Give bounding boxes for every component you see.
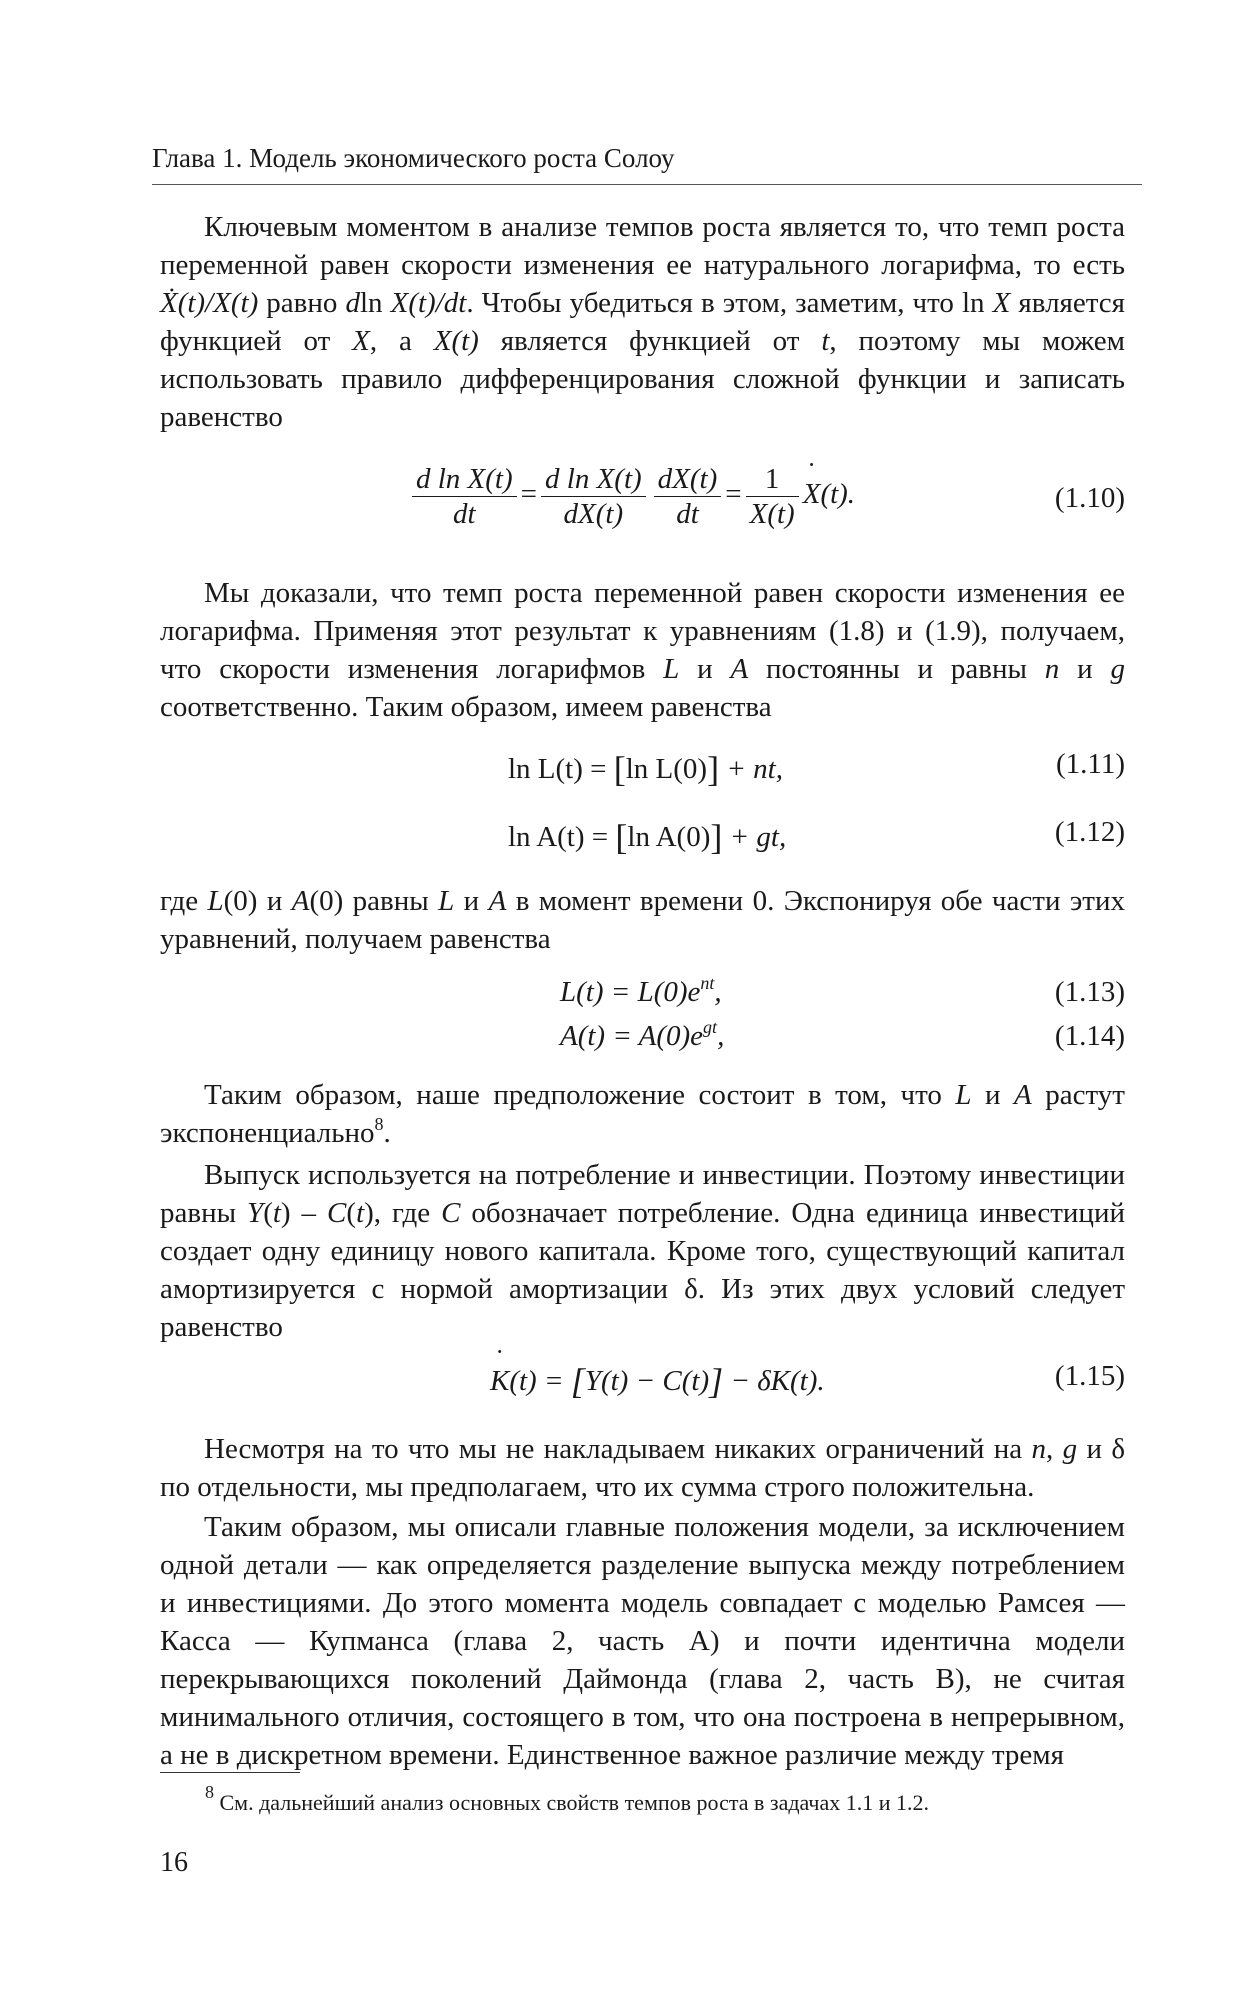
fraction	[412, 462, 517, 531]
math-inline: ln	[359, 287, 391, 319]
math-inline: C	[327, 1197, 347, 1229]
equation-number: (1.14)	[1054, 1020, 1125, 1052]
fraction-numerator: d ln X(t)	[541, 462, 646, 497]
exponent: gt	[703, 1017, 718, 1037]
fraction-denominator: X(t)	[749, 498, 795, 530]
text-run: и	[971, 1079, 1015, 1111]
math-inline: X	[992, 287, 1011, 319]
bracket: ]	[710, 817, 723, 857]
paragraph-6	[160, 1430, 1125, 1506]
text-run: является функцией от	[478, 325, 822, 357]
math-inline: g	[1062, 1433, 1078, 1465]
math-inline: A	[730, 653, 749, 685]
math-inline: A	[488, 885, 507, 917]
text-run: в момент времени 0. Экспонируя обе части этих уравнений, получаем равенства	[160, 885, 1125, 955]
equation-1-15	[160, 1360, 1125, 1404]
text-run: (0) и	[223, 885, 292, 917]
fraction-denominator: dt	[453, 498, 476, 530]
equation-number: (1.11)	[1056, 748, 1125, 780]
math-inline: X(t)	[433, 325, 479, 357]
paragraph-7	[160, 1508, 1125, 1774]
text-run: где	[160, 885, 208, 917]
equals-sign: =	[520, 478, 538, 511]
math-inline: C	[441, 1197, 461, 1229]
fraction-denominator: dt	[676, 498, 699, 530]
footnote-ref[interactable]: 8	[374, 1114, 384, 1134]
equation-1-10	[160, 462, 1125, 542]
x-dot: ˙ X	[803, 478, 821, 511]
math-inline: ,	[714, 976, 722, 1008]
text-run: и δ по отдельности, мы предполагаем, что их сумма строго положительна.	[160, 1433, 1125, 1503]
bracket: [	[615, 817, 628, 857]
text-run: Таким образом, мы описали главные положения модели, за исключением одной детали — как определяется разделение выпуска между потреблением и инвестициями. До этого момента модель совпадает с моделью Рамсея — Касса — Купманса (глава 2, часть А) и почти идентична модели перекрывающихся поколений Даймонда (глава 2, часть B), не считая минимального отличия, состоящего в том, что она построена в непрерывном, а не в дискретном времени. Единственное важное различие между тремя	[160, 1511, 1125, 1771]
text-run: соответственно. Таким образом, имеем равенства	[160, 691, 772, 723]
math-inline: ln L(0)	[625, 753, 708, 785]
text-run: Несмотря на то что мы не накладываем никаких ограничений на	[204, 1433, 1032, 1465]
text-run: ,	[1045, 1433, 1063, 1465]
equation-number: (1.13)	[1054, 976, 1125, 1008]
text-run: Таким образом, наше предположение состоит в том, что	[204, 1079, 956, 1111]
text-run: Ключевым моментом в анализе темпов роста является то, что темп роста переменной равен скорости изменения ее натурального логарифма, то есть	[160, 211, 1125, 281]
math-inline: (t).	[820, 478, 856, 511]
math-inline: d	[345, 287, 360, 319]
text-run: Выпуск используется на потребление и инвестиции. Поэтому инвестиции равны	[160, 1159, 1125, 1229]
math-inline: + gt,	[722, 821, 787, 853]
math-inline: L	[438, 885, 455, 917]
text-run: (0) равны	[309, 885, 439, 917]
math-inline: X	[352, 325, 370, 357]
header-rule	[152, 184, 1142, 185]
paragraph-2	[160, 574, 1125, 726]
equation-number: (1.12)	[1054, 816, 1125, 848]
bracket: [	[570, 1361, 585, 1401]
fraction	[654, 462, 722, 531]
math-inline: + nt,	[719, 753, 783, 785]
fraction-numerator: 1	[746, 462, 799, 497]
text-run: (	[346, 1197, 357, 1229]
bracket: ]	[707, 749, 720, 789]
math-inline: n	[1031, 1433, 1046, 1465]
text-run: постоянны и равны	[748, 653, 1045, 685]
text-run: (	[263, 1197, 273, 1229]
equation-number: (1.10)	[1054, 482, 1125, 514]
bracket: ]	[709, 1361, 724, 1401]
text-run: . Чтобы убедиться в этом, заметим, что ln	[466, 287, 993, 319]
page-number: 16	[160, 1847, 188, 1878]
math-inline: t	[356, 1197, 365, 1229]
fraction-numerator: d ln X(t)	[412, 462, 517, 497]
math-inline: L	[955, 1079, 972, 1111]
footnote	[205, 1782, 930, 1816]
math-inline: Y(t) − C(t)	[584, 1365, 710, 1397]
math-inline: g	[1110, 653, 1125, 685]
text-run: растут экспоненциально	[160, 1079, 1125, 1149]
math-inline: ln A(0)	[627, 821, 711, 853]
equation-1-14	[160, 1017, 1125, 1060]
text-run: и	[454, 885, 489, 917]
math-inline: Y	[247, 1197, 264, 1229]
paragraph-4	[160, 1076, 1125, 1152]
math-inline: L	[207, 885, 224, 917]
equation-1-11	[160, 748, 1125, 788]
math-inline: A	[291, 885, 310, 917]
footnote-number: 8	[205, 1782, 214, 1802]
math-inline: t	[821, 325, 830, 357]
paragraph-3	[160, 882, 1125, 958]
fraction-numerator: dX(t)	[654, 462, 722, 497]
text-run: и	[679, 653, 731, 685]
text-run: равно	[258, 287, 346, 319]
text-run: ) –	[280, 1197, 328, 1229]
math-inline: A	[1014, 1079, 1032, 1111]
fraction	[541, 462, 646, 531]
math-inline: − δK(t).	[723, 1365, 825, 1397]
math-inline: L(t) = L(0)e	[560, 976, 701, 1008]
k-dot: ˙ K	[490, 1365, 509, 1398]
bracket: [	[613, 749, 626, 789]
equation-number: (1.15)	[1054, 1360, 1125, 1392]
footnote-rule	[160, 1772, 300, 1773]
math-inline: A(t) = A(0)e	[560, 1020, 704, 1052]
math-inline: ln A(t) =	[508, 821, 616, 853]
text-run: является функцией от	[160, 287, 1126, 357]
math-inline: n	[1044, 653, 1060, 685]
text-run: обозначает потребление. Одна единица инвестиций создает одну единицу нового капитала. Кроме того, существующий капитал амортизируется с нормой амортизации δ. Из этих двух условий следует равенство	[160, 1197, 1125, 1343]
exponent: nt	[700, 973, 715, 993]
math-inline: (t) =	[509, 1365, 571, 1397]
text-run: и	[1059, 653, 1111, 685]
math-inline: ln L(t) =	[508, 753, 614, 785]
text-run: .	[383, 1117, 391, 1149]
math-inline: X(t)/dt	[390, 287, 467, 319]
running-head: Глава 1. Модель экономического роста Солоу	[152, 143, 675, 173]
text-run: , а	[369, 325, 434, 357]
text-run: Мы доказали, что темп роста переменной равен скорости изменения ее логарифма. Применяя этот результат к уравнениям (1.8) и (1.9), получаем, что скорости изменения логарифмов	[160, 577, 1125, 685]
paragraph-5	[160, 1156, 1125, 1346]
math-inline: t	[272, 1197, 281, 1229]
math-inline: Ẋ(t)/X(t)	[160, 287, 259, 319]
equation-1-12	[160, 816, 1125, 856]
math-inline: ,	[717, 1020, 725, 1052]
math-inline: L	[663, 653, 680, 685]
paragraph-1	[160, 208, 1125, 436]
footnote-text: См. дальнейший анализ основных свойств темпов роста в задачах 1.1 и 1.2.	[214, 1790, 930, 1815]
text-run: , поэтому мы можем использовать правило дифференцирования сложной функции и записать равенство	[160, 325, 1125, 433]
fraction-denominator: dX(t)	[563, 498, 624, 530]
equals-sign: =	[725, 478, 742, 511]
text-run: ), где	[364, 1197, 442, 1229]
fraction	[746, 462, 799, 531]
equation-1-13	[160, 973, 1125, 1016]
